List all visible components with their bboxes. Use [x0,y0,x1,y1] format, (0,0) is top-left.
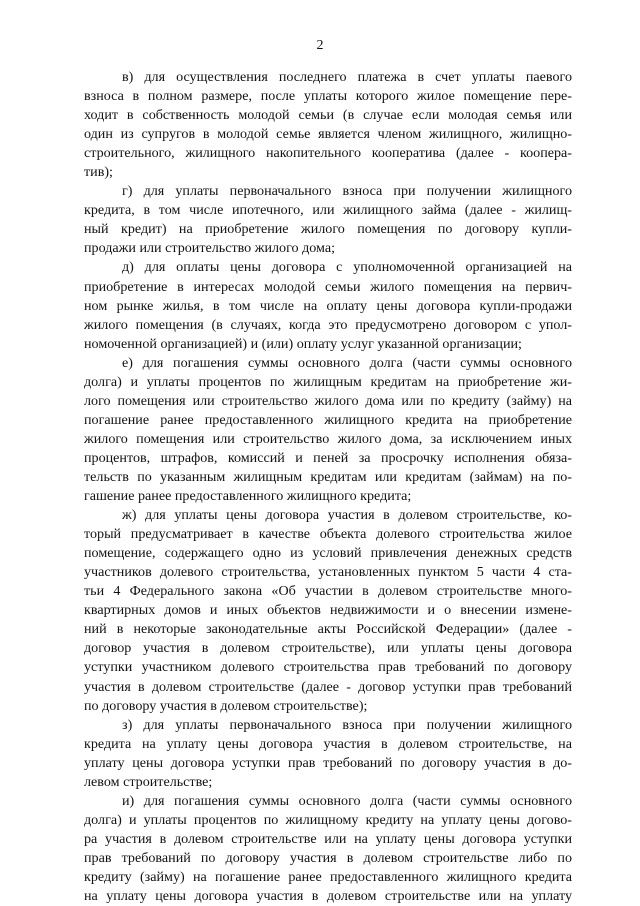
text-line: долга) и уплаты процентов по жилищным кредитам на приобретение жи- [84,373,572,390]
text-line: левом строительстве; [84,773,213,790]
text-line: договор участия в долевом строительстве), или уплаты цены договора [84,640,572,657]
text-line: на уплату цены договора участия в долевом строительстве или на уплату [84,888,572,905]
text-line: ный кредит) на приобретение жилого помещения по договору купли- [84,221,572,238]
text-line: по договору участия в долевом строительстве); [84,697,368,714]
text-line: ний в некоторые законодательные акты Российской Федерации» (далее - [84,621,572,638]
text-line: з) для уплаты первоначального взноса при получении жилищного [122,716,572,733]
text-line: приобретение в интересах молодой семьи жилого помещения на первич- [84,278,572,295]
paragraph [84,354,572,506]
paragraph [84,68,572,182]
text-line: е) для погашения суммы основного долга (части суммы основного [122,354,572,371]
paragraph [84,716,572,792]
paragraph [84,258,572,353]
text-line: процентов, штрафов, комиссий и пеней за просрочку исполнения обяза- [84,449,572,466]
document-body [84,68,572,906]
paragraph [84,182,572,258]
text-line: строительного, жилищного накопительного кооператива (далее - коопера- [84,145,572,162]
paragraph [84,792,572,906]
text-line: и) для погашения суммы основного долга (части суммы основного [122,792,572,809]
text-line: кредиту (займу) на погашение ранее предоставленного жилищного кредита [84,868,572,885]
page-number: 2 [316,38,324,53]
text-line: помещение, содержащего одно из условий привлечения денежных средств [84,545,572,562]
text-line: взноса в полном размере, после уплаты которого жилое помещение пере- [84,88,572,105]
text-line: торый предусматривает в качестве объекта долевого строительства жилое [84,526,572,543]
text-line: ходит в собственность молодой семьи (в случае если молодая семья или [84,107,572,124]
text-line: тьи 4 Федерального закона «Об участии в долевом строительстве много- [84,583,572,600]
text-line: участия в долевом строительстве (далее - договор уступки прав требований [84,678,572,695]
text-line: тельств по указанным жилищным кредитам или кредитам (займам) на по- [84,468,572,485]
text-line: кредита на уплату цены договора участия в долевом строительстве, на [84,735,572,752]
text-line: ж) для уплаты цены договора участия в долевом строительстве, ко- [122,507,572,524]
text-line: прав требований по договору участия в долевом строительстве либо по [84,849,572,866]
text-line: жилого помещения (в случаях, когда это предусмотрено договором с упол- [84,316,572,333]
text-line: лого помещения или строительство жилого дома или по кредиту (займу) на [84,392,572,409]
text-line: погашение ранее предоставленного жилищного кредита на приобретение [84,411,572,428]
text-line: ра участия в долевом строительстве или на уплату цены договора уступки [84,830,572,847]
text-line: г) для уплаты первоначального взноса при получении жилищного [122,183,572,200]
text-line: номоченной организацией) и (или) оплату услуг указанной организации; [84,335,522,352]
text-line: тив); [84,164,113,181]
text-line: квартирных домов и иных объектов недвижимости и о внесении измене- [84,602,572,619]
text-line: ном рынке жилья, в том числе на оплату цены договора купли-продажи [84,297,572,314]
text-line: гашение ранее предоставленного жилищного кредита; [84,488,412,505]
text-line: участников долевого строительства, установленных пунктом 5 части 4 ста- [84,564,572,581]
text-line: один из супругов в молодой семье является членом жилищного, жилищно- [84,126,572,143]
text-line: кредита, в том числе ипотечного, или жилищного займа (далее - жилищ- [84,202,572,219]
text-line: д) для оплаты цены договора с уполномоченной организацией на [122,259,572,276]
text-line: уступки участником долевого строительства прав требований по договору [84,659,572,676]
text-line: продажи или строительство жилого дома; [84,240,336,257]
text-line: уплату цены договора уступки прав требований по договору участия в до- [84,754,572,771]
paragraph [84,506,572,716]
text-line: жилого помещения или строительство жилого дома, за исключением иных [84,430,572,447]
text-line: долга) и уплаты процентов по жилищному кредиту на уплату цены догово- [84,811,572,828]
text-line: в) для осуществления последнего платежа в счет уплаты паевого [122,69,572,85]
